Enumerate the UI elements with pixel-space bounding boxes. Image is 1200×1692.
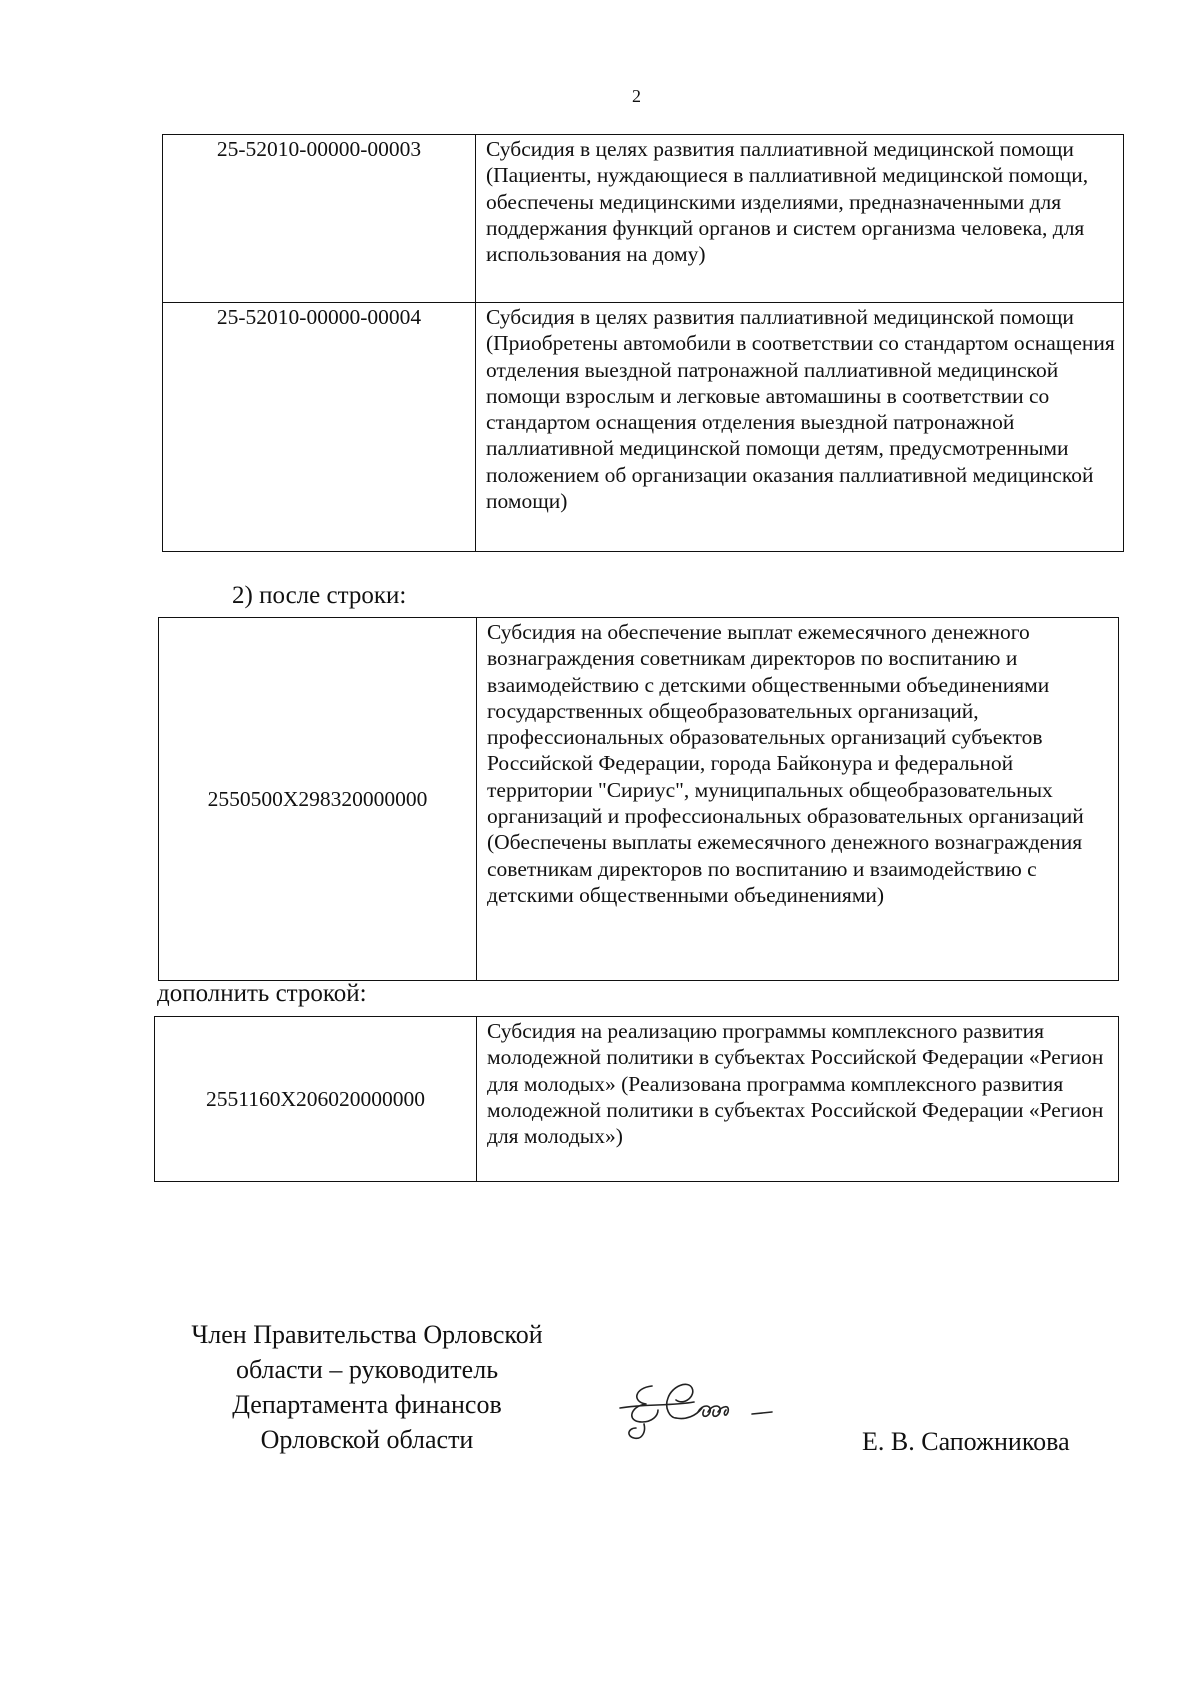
position-line: Член Правительства Орловской	[191, 1320, 543, 1349]
handwritten-signature	[612, 1378, 812, 1458]
table-row	[163, 303, 1124, 552]
row-description: Субсидия в целях развития паллиативной медицинской помощи (Пациенты, нуждающиеся в паллиативной медицинской помощи, обеспечены медицинскими изделиями, предназначенными для поддержания функций органов и систем организма человека, для использования на дому)	[476, 135, 1124, 303]
row-code: 2551160Х206020000000	[155, 1017, 477, 1182]
row-code: 25-52010-00000-00003	[163, 135, 476, 303]
row-description: Субсидия в целях развития паллиативной медицинской помощи (Приобретены автомобили в соответствии со стандартом оснащения отделения выездной патронажной паллиативной медицинской помощи взрослым и легковые автомашины в соответствии со стандартом оснащения отделения выездной патронажной паллиативной медицинской помощи детям, предусмотренными положением об организации оказания паллиативной медицинской помощи)	[476, 303, 1124, 552]
signer-name: Е. В. Сапожникова	[862, 1427, 1070, 1456]
row-code: 2550500Х298320000000	[159, 618, 477, 981]
position-line: области – руководитель	[235, 1355, 499, 1384]
after-line-instruction: 2) после строки:	[232, 582, 407, 609]
subsidy-table-existing	[162, 134, 1124, 552]
page-number: 2	[632, 86, 641, 106]
row-description: Субсидия на реализацию программы комплексного развития молодежной политики в субъектах Российской Федерации «Регион для молодых» (Реализована программа комплексного развития молодежной политики в субъектах Российской Федерации «Регион для молодых»)	[477, 1017, 1119, 1182]
subsidy-table-added	[154, 1016, 1119, 1182]
row-description: Субсидия на обеспечение выплат ежемесячного денежного вознаграждения советникам директоров по воспитанию и взаимодействию с детскими общественными объединениями государственных общеобразовательных организаций, профессиональных образовательных организаций субъектов Российской Федерации, города Байконура и федеральной территории "Сириус", муниципальных общеобразовательных организаций и профессиональных образовательных организаций (Обеспечены выплаты ежемесячного денежного вознаграждения советникам директоров по воспитанию и взаимодействию с детскими общественными объединениями)	[477, 618, 1119, 981]
position-line: Орловской области	[260, 1425, 474, 1454]
subsidy-table-reference	[158, 617, 1119, 981]
table-row	[163, 135, 1124, 303]
table-row	[155, 1017, 1119, 1182]
table-row	[159, 618, 1119, 981]
position-line: Департамента финансов	[232, 1390, 502, 1419]
add-line-instruction: дополнить строкой:	[157, 980, 367, 1007]
signer-position	[140, 1317, 594, 1457]
row-code: 25-52010-00000-00004	[163, 303, 476, 552]
